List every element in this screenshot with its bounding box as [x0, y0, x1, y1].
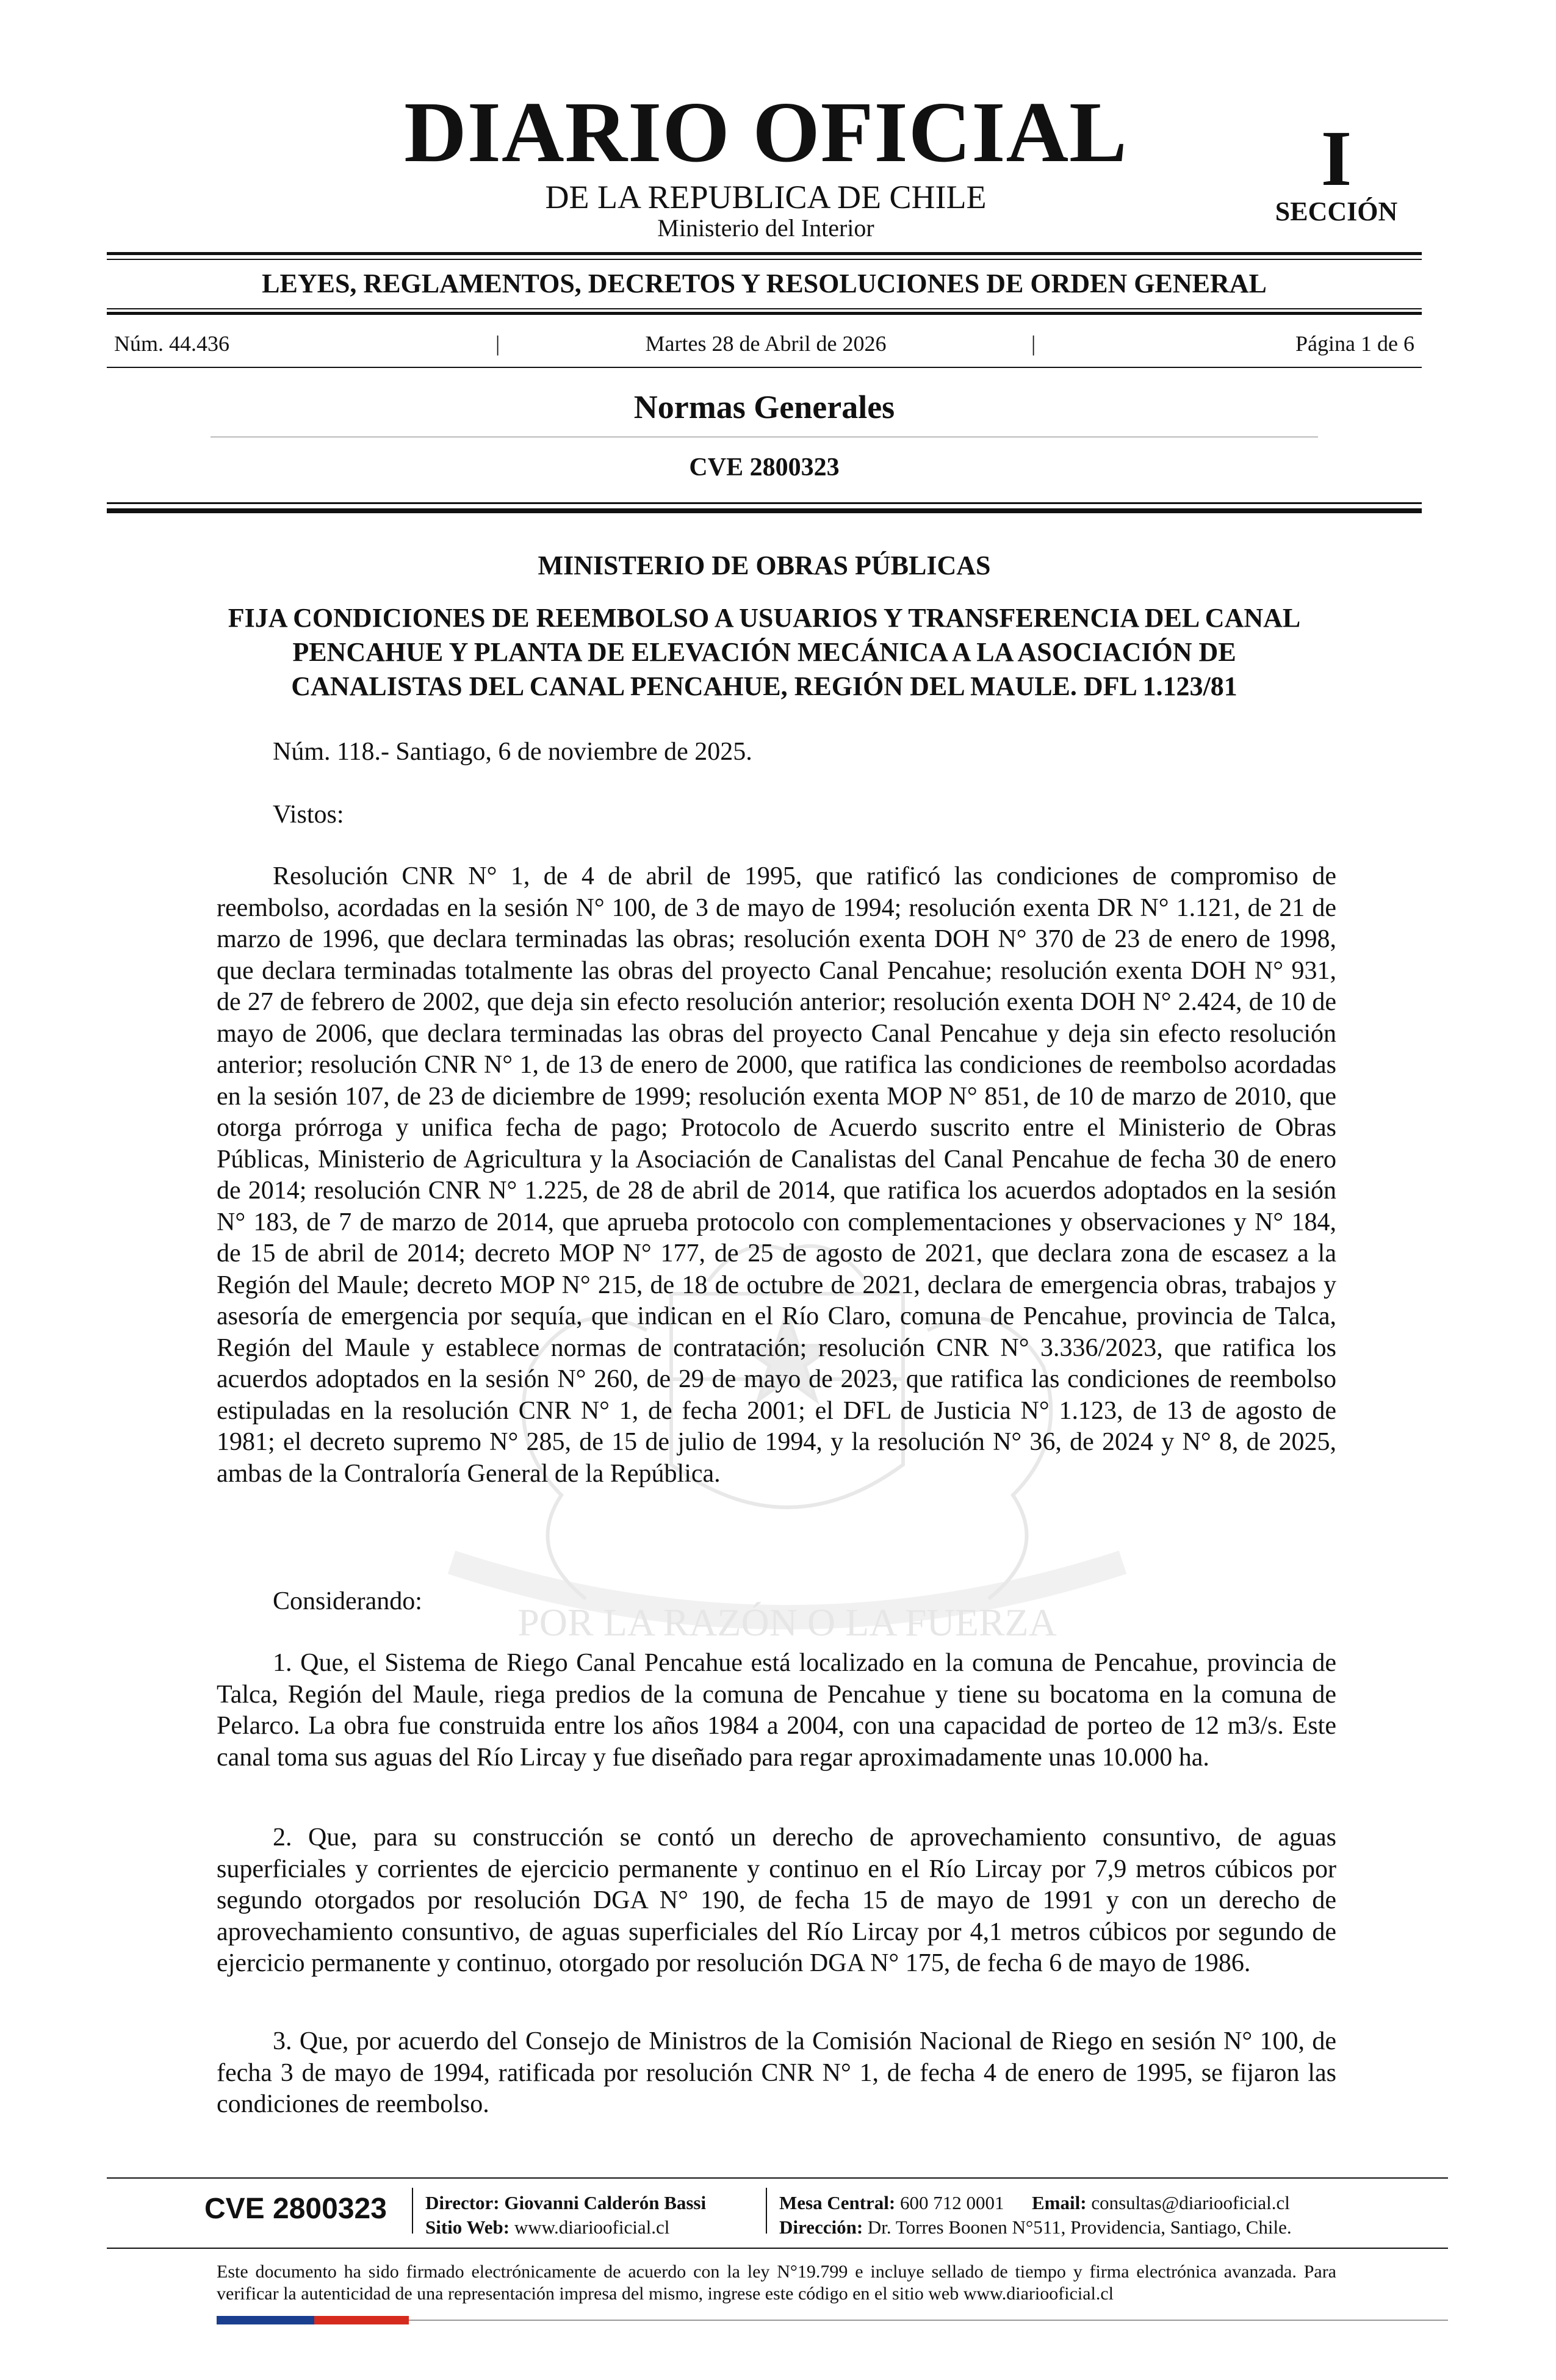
page-number: Página 1 de 6 — [1295, 331, 1414, 356]
footer-address — [779, 2218, 1292, 2237]
category-heading: LEYES, REGLAMENTOS, DECRETOS Y RESOLUCIONES DE ORDEN GENERAL — [262, 269, 1267, 298]
address-value: Dr. Torres Boonen N°511, Providencia, Santiago, Chile. — [867, 2216, 1292, 2238]
footer-separator — [766, 2188, 767, 2234]
email-link[interactable]: consultas@diariooficial.cl — [1091, 2192, 1290, 2213]
vistos-label: Vistos: — [273, 801, 344, 829]
address-label: Dirección: — [779, 2216, 863, 2238]
footer-director — [425, 2193, 706, 2212]
issue-number: Núm. 44.436 — [114, 331, 229, 356]
mesa-phone: 600 712 0001 — [900, 2192, 1004, 2213]
issue-separator: | — [495, 331, 500, 356]
newspaper-ministry: Ministerio del Interior — [657, 214, 874, 242]
footer-contact — [779, 2193, 1290, 2212]
footer-separator — [412, 2188, 413, 2234]
section-divider — [211, 436, 1318, 438]
issue-rule — [107, 367, 1422, 368]
masthead-rule-top-thin — [107, 259, 1422, 260]
section-heading: Normas Generales — [633, 389, 895, 425]
decree-number-line: Núm. 118.- Santiago, 6 de noviembre de 2025. — [273, 738, 752, 766]
issue-separator: | — [1031, 331, 1036, 356]
section-label: SECCIÓN — [1275, 197, 1398, 226]
document-title: FIJA CONDICIONES DE REEMBOLSO A USUARIOS Y TRANSFERENCIA DEL CANAL PENCAHUE Y PLANTA DE ELEVACIÓN MECÁNICA A LA ASOCIACIÓN DE CANALISTAS DEL CANAL PENCAHUE, REGIÓN DEL MAULE. DFL 1.123/81 — [228, 603, 1301, 701]
vistos-paragraph: Resolución CNR N° 1, de 4 de abril de 1995, que ratificó las condiciones de compromiso de reembolso, acordadas en la sesión N° 100, de 3 de mayo de 1994; resolución exenta DR N° 1.121, de 21 de marzo de 1996, que declara terminadas las obras; resolución exenta DOH N° 370 de 23 de enero de 1998, que declara terminadas totalmente las obras del proyecto Canal Pencahue; resolución exenta DOH N° 931, de 27 de febrero de 2002, que deja sin efecto resolución anterior; resolución exenta DOH N° 2.424, de 10 de mayo de 2006, que declara terminadas las obras del proyecto Canal Pencahue y deja sin efecto resolución anterior; resolución CNR N° 1, de 13 de enero de 2000, que ratifica las condiciones de reembolso acordadas en la sesión 107, de 23 de diciembre de 1999; resolución exenta MOP N° 851, de 10 de marzo de 2010, que otorga prórroga y unifica fecha de pago; Protocolo de Acuerdo suscrito entre el Ministerio de Obras Públicas, Ministerio de Agricultura y la Asociación de Canalistas del Canal Pencahue de fecha 30 de enero de 2014; resolución CNR N° 1.225, de 28 de abril de 2014, que ratifica los acuerdos adoptados en la sesión N° 183, de 7 de marzo de 2014, que aprueba protocolo con complementaciones y observaciones y N° 184, de 15 de abril de 2014; decreto MOP N° 177, de 25 de agosto de 2021, que declara zona de escasez a la Región del Maule; decreto MOP N° 215, de 18 de octubre de 2021, declara de emergencia obras, trabajos y asesoría de emergencia por sequía, que indican en el Río Claro, comuna de Pencahue, provincia de Talca, Región del Maule y establece normas de contratación; resolución CNR N° 3.336/2023, que ratifica los acuerdos adoptados en la sesión N° 260, de 29 de mayo de 2023, que ratifica las condiciones de reembolso estipuladas en la resolución CNR N° 1, de fecha 2001; el DFL de Justicia N° 1.123, de 13 de agosto de 1981; el decreto supremo N° 285, de 15 de julio de 1994, y la resolución N° 36, de 2024 y N° 8, de 2025, ambas de la Contraloría General de la República. — [217, 862, 1336, 1488]
document-cve: CVE 2800323 — [689, 453, 840, 481]
newspaper-title: DIARIO OFICIAL — [404, 84, 1128, 180]
masthead-rule-top — [107, 252, 1422, 255]
section-rule-thin — [107, 502, 1422, 504]
footer-website — [425, 2218, 669, 2237]
newspaper-subtitle: DE LA REPUBLICA DE CHILE — [545, 179, 987, 215]
director-label: Director: — [425, 2192, 500, 2213]
footer-rule-top — [107, 2177, 1448, 2179]
mesa-label: Mesa Central: — [779, 2192, 896, 2213]
considerando-item-1: 1. Que, el Sistema de Riego Canal Pencahue está localizado en la comuna de Pencahue, provincia de Talca, Región del Maule, riega predios de la comuna de Pencahue y tiene su bocatoma en la comuna de Pelarco. La obra fue construida entre los años 1984 a 2004, con una capacidad de porteo de 12 m3/s. Este canal toma sus aguas del Río Lircay y fue diseñado para regar aproximadamente unas 10.000 ha. — [217, 1649, 1336, 1772]
considerando-item-2: 2. Que, para su construcción se contó un derecho de aprovechamiento consuntivo, de aguas superficiales y corrientes de ejercicio permanente y continuo en el Río Lircay por 7,9 metros cúbicos por segundo otorgados por resolución DGA N° 190, de fecha 15 de mayo de 1991 y con un derecho de aprovechamiento consuntivo, de aguas superficiales del Río Lircay por 4,1 metros cúbicos por segundo de ejercicio permanente y continuo, otorgado por resolución DGA N° 175, de fecha 6 de mayo de 1986. — [217, 1823, 1336, 1977]
category-rule-thin — [107, 308, 1422, 309]
issuing-ministry: MINISTERIO DE OBRAS PÚBLICAS — [538, 550, 991, 580]
email-label: Email: — [1032, 2192, 1087, 2213]
section-number: I — [1320, 115, 1352, 203]
flag-stripe-red — [314, 2316, 409, 2324]
footer-rule-mid — [107, 2248, 1448, 2249]
director-name: Giovanni Calderón Bassi — [504, 2192, 707, 2213]
category-rule — [107, 312, 1422, 315]
footer-rule-bottom — [409, 2320, 1448, 2321]
signature-note: Este documento ha sido firmado electrónicamente de acuerdo con la ley N°19.799 e incluye sellado de tiempo y firma electrónica avanzada. Para verificar la autenticidad de una representación impresa del mismo, ingrese este código en el sitio web www.diariooficial.cl — [217, 2262, 1336, 2304]
issue-date: Martes 28 de Abril de 2026 — [645, 331, 887, 356]
watermark-motto: POR LA RAZÓN O LA FUERZA — [517, 1601, 1057, 1644]
website-label: Sitio Web: — [425, 2216, 510, 2238]
flag-stripe-blue — [217, 2316, 314, 2324]
website-link[interactable]: www.diariooficial.cl — [514, 2216, 670, 2238]
considerando-label: Considerando: — [273, 1587, 422, 1615]
section-rule-thick — [107, 508, 1422, 513]
footer-cve: CVE 2800323 — [204, 2193, 387, 2225]
considerando-item-3: 3. Que, por acuerdo del Consejo de Ministros de la Comisión Nacional de Riego en sesión N° 100, de fecha 3 de mayo de 1994, ratificada por resolución CNR N° 1, de fecha 4 de enero de 1995, se fijaron las condiciones de reembolso. — [217, 2027, 1336, 2118]
